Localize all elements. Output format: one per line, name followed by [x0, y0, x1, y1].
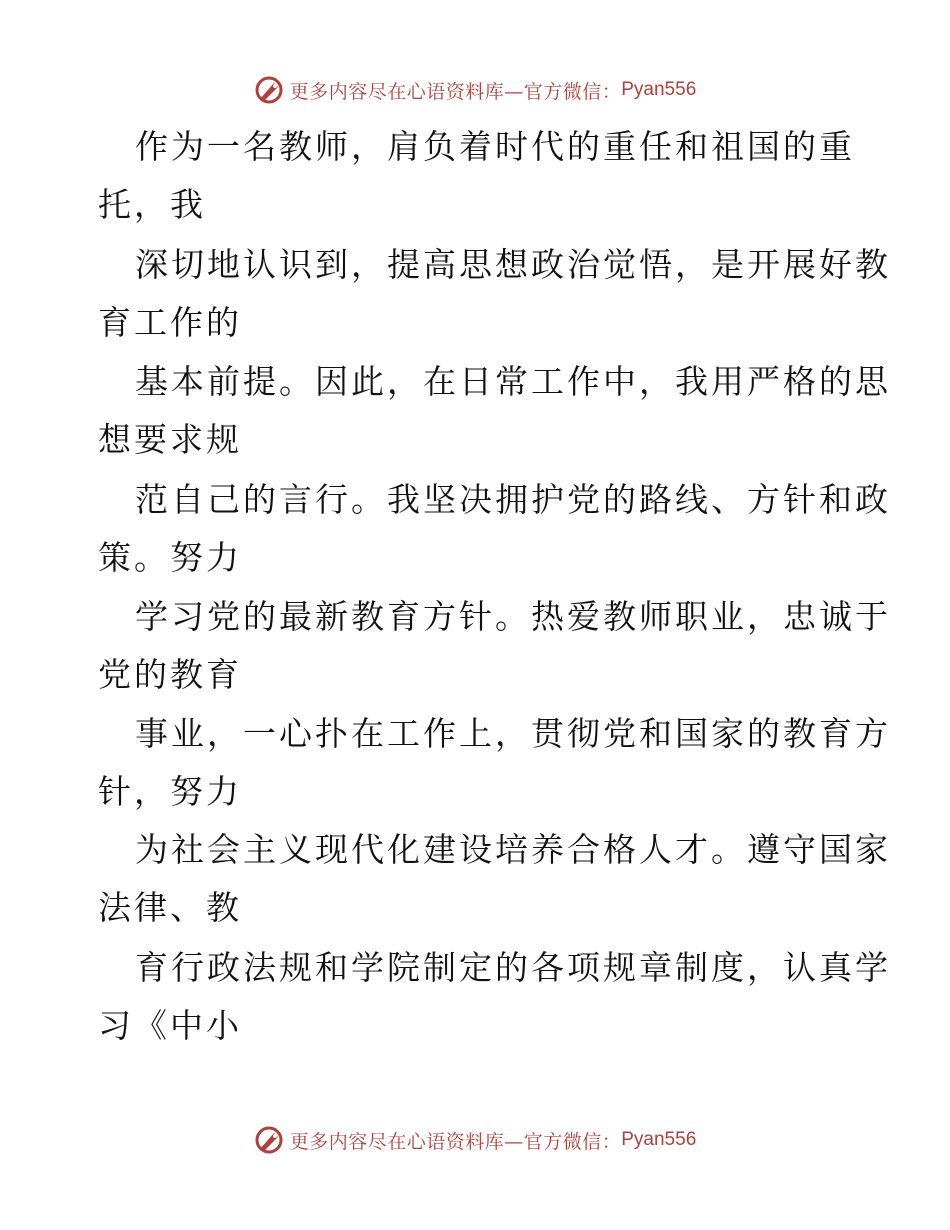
body-line: 事业，一心扑在工作上，贯彻党和国家的教育方 — [135, 714, 891, 753]
watermark-wechat-id: Pyan556 — [621, 79, 697, 100]
body-line: 党的教育 — [98, 655, 242, 694]
body-line: 深切地认识到，提高思想政治觉悟，是开展好教 — [135, 245, 891, 284]
body-line: 习《中小 — [98, 1006, 242, 1045]
body-line: 范自己的言行。我坚决拥护党的路线、方针和政 — [135, 480, 891, 519]
body-line: 法律、教 — [98, 888, 242, 927]
body-line: 学习党的最新教育方针。热爱教师职业，忠诚于 — [135, 597, 891, 636]
body-line: 想要求规 — [98, 420, 242, 459]
body-line: 为社会主义现代化建设培养合格人才。遵守国家 — [135, 830, 891, 869]
body-line: 基本前提。因此，在日常工作中，我用严格的思 — [135, 362, 891, 401]
body-line: 作为一名教师，肩负着时代的重任和祖国的重 — [135, 127, 855, 166]
body-line: 育工作的 — [98, 303, 242, 342]
watermark-text: 更多内容尽在心语资料库—官方微信： — [289, 1130, 622, 1153]
pen-logo-icon — [254, 1125, 284, 1155]
body-line: 策。努力 — [98, 538, 242, 577]
body-line: 托，我 — [98, 185, 206, 224]
body-line: 育行政法规和学院制定的各项规章制度，认真学 — [135, 948, 891, 987]
body-line: 针，努力 — [98, 772, 242, 811]
footer-watermark — [0, 1122, 950, 1158]
watermark-text: 更多内容尽在心语资料库—官方微信： — [289, 80, 622, 103]
watermark-wechat-id: Pyan556 — [621, 1129, 697, 1150]
